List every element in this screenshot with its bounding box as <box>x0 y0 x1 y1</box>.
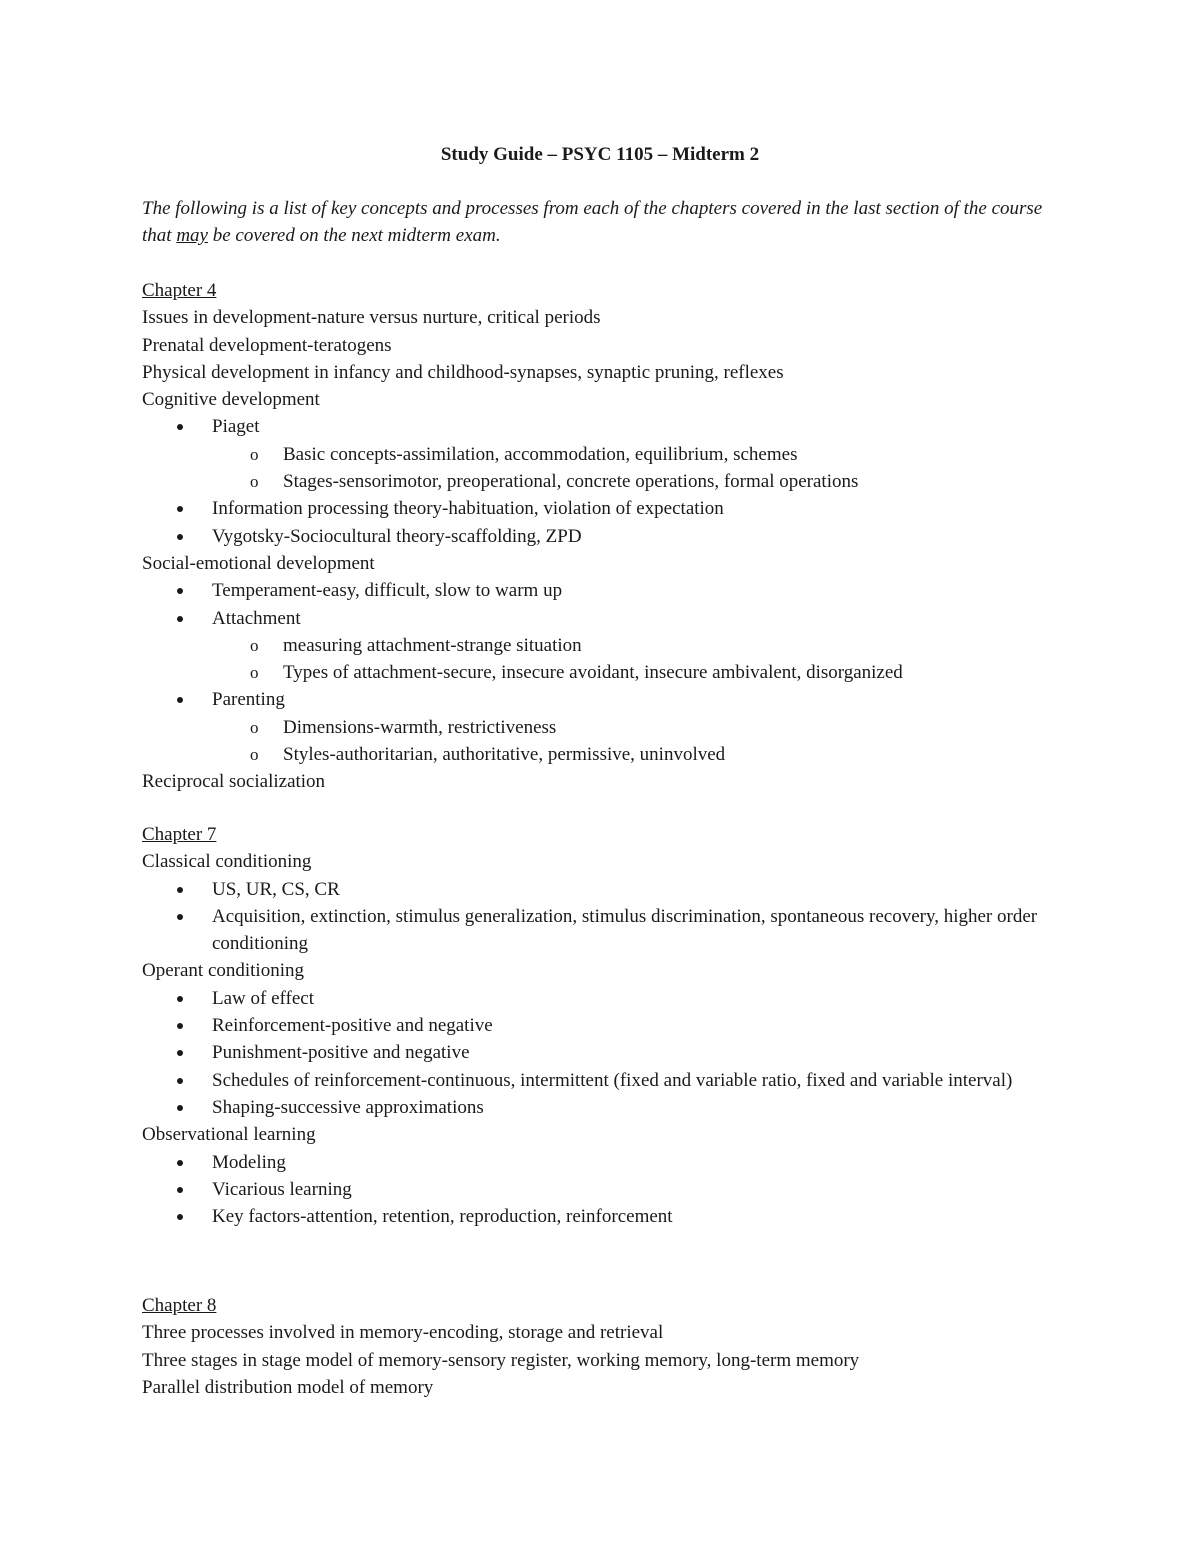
intro-text-start: The following is a list of key concepts and processes from each of the chapters covered in the last section of the course that <box>142 198 1043 246</box>
bullet-item: Law of effect <box>142 985 1082 1012</box>
sub-bullet-item: o Types of attachment-secure, insecure avoidant, insecure ambivalent, disorganized <box>142 659 1082 686</box>
sub-bullet-item: o Basic concepts-assimilation, accommodation, equilibrium, schemes <box>142 441 1082 468</box>
chapter-4-heading: Chapter 4 <box>142 280 217 301</box>
sub-bullet-item: o Dimensions-warmth, restrictiveness <box>142 714 1082 741</box>
bullet-item: Reinforcement-positive and negative <box>142 1012 1082 1039</box>
chapter-8-heading: Chapter 8 <box>142 1295 217 1316</box>
bullet-item: Acquisition, extinction, stimulus generalization, stimulus discrimination, spontaneous recovery, higher order conditioning <box>142 903 1082 958</box>
sub-bullet-item: o Styles-authoritarian, authoritative, permissive, uninvolved <box>142 741 1082 768</box>
bullet-item: Parenting <box>142 686 1082 713</box>
intro-paragraph <box>142 195 1072 249</box>
list-item: Classical conditioning <box>142 851 312 873</box>
bullet-item: US, UR, CS, CR <box>142 876 1082 903</box>
list-item: Observational learning <box>142 1124 316 1146</box>
sub-bullet-item: o Stages-sensorimotor, preoperational, concrete operations, formal operations <box>142 468 1082 495</box>
bullet-item: Modeling <box>142 1149 1082 1176</box>
bullet-item: Punishment-positive and negative <box>142 1039 1082 1066</box>
bullet-item: Vicarious learning <box>142 1176 1082 1203</box>
bullet-item: Information processing theory-habituation, violation of expectation <box>142 495 1082 522</box>
sub-bullet-item: o measuring attachment-strange situation <box>142 632 1082 659</box>
list-item: Prenatal development-teratogens <box>142 334 392 356</box>
list-item: Physical development in infancy and childhood-synapses, synaptic pruning, reflexes <box>142 361 784 383</box>
chapter-4-section <box>142 277 1082 796</box>
list-item: Three processes involved in memory-encoding, storage and retrieval <box>142 1322 664 1344</box>
intro-text-end: be covered on the next midterm exam. <box>207 225 501 246</box>
bullet-item: Attachment <box>142 605 1082 632</box>
bullet-item: Schedules of reinforcement-continuous, intermittent (fixed and variable ratio, fixed and variable interval) <box>142 1067 1082 1094</box>
bullet-item: Piaget <box>142 413 1082 440</box>
bullet-item: Shaping-successive approximations <box>142 1094 1082 1121</box>
bullet-item: Temperament-easy, difficult, slow to warm up <box>142 577 1082 604</box>
list-item: Parallel distribution model of memory <box>142 1376 434 1398</box>
list-item: Three stages in stage model of memory-sensory register, working memory, long-term memory <box>142 1349 860 1371</box>
page-title: Study Guide – PSYC 1105 – Midterm 2 <box>440 144 760 165</box>
list-item: Reciprocal socialization <box>142 771 326 793</box>
bullet-item: Vygotsky-Sociocultural theory-scaffolding, ZPD <box>142 523 1082 550</box>
intro-underlined-word: may <box>176 225 208 246</box>
list-item: Social-emotional development <box>142 552 375 574</box>
bullet-item: Key factors-attention, retention, reproduction, reinforcement <box>142 1203 1082 1230</box>
list-item: Cognitive development <box>142 389 320 411</box>
list-item: Operant conditioning <box>142 960 304 982</box>
chapter-7-heading: Chapter 7 <box>142 824 217 845</box>
list-item: Issues in development-nature versus nurture, critical periods <box>142 307 601 329</box>
chapter-7-section <box>142 821 1082 1230</box>
chapter-8-section <box>142 1292 1082 1401</box>
